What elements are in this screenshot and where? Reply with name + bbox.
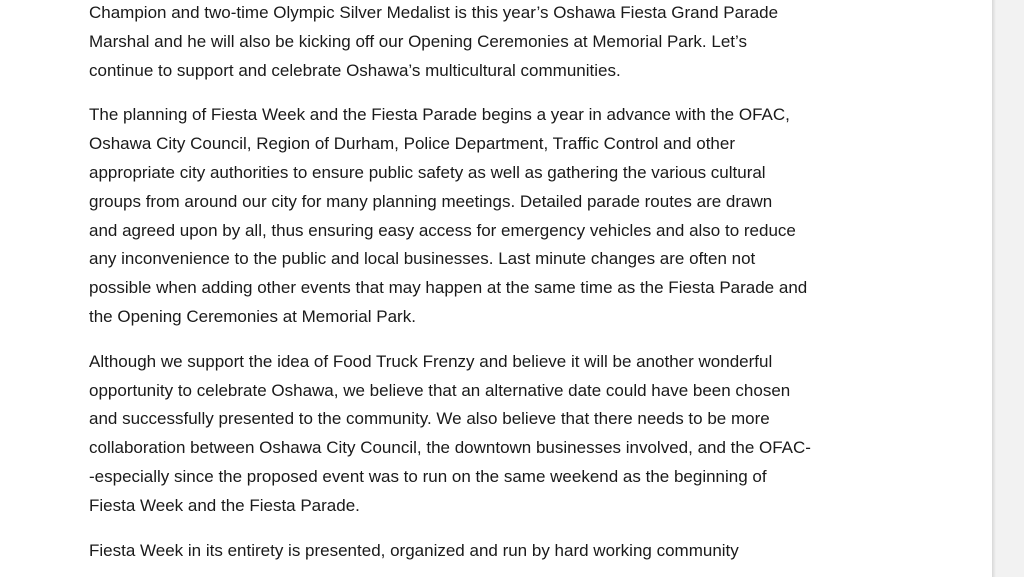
- paragraph-food-truck-frenzy: [89, 348, 899, 521]
- text-line: Fiesta Week in its entirety is presented, organized and run by hard working community: [89, 540, 739, 560]
- text-line: collaboration between Oshawa City Council, the downtown businesses involved, and the OFAC-: [89, 438, 811, 458]
- text-line: Fiesta Week and the Fiesta Parade.: [89, 495, 360, 515]
- text-line: possible when adding other events that may happen at the same time as the Fiesta Parade and: [89, 278, 808, 298]
- text-line: groups from around our city for many planning meetings. Detailed parade routes are drawn: [89, 191, 773, 211]
- page-edge-shadow: [992, 0, 996, 577]
- text-line: appropriate city authorities to ensure public safety as well as gathering the various cultural: [89, 162, 766, 182]
- text-line: Oshawa City Council, Region of Durham, Police Department, Traffic Control and other: [89, 134, 735, 154]
- paragraph-fiesta-week: [89, 537, 899, 566]
- text-line: and successfully presented to the community. We also believe that there needs to be more: [89, 409, 770, 429]
- text-line: the Opening Ceremonies at Memorial Park.: [89, 306, 416, 326]
- document-body: [89, 0, 899, 577]
- text-line: and agreed upon by all, thus ensuring easy access for emergency vehicles and also to reduce: [89, 220, 796, 240]
- paragraph-planning: [89, 101, 899, 331]
- text-line: any inconvenience to the public and local businesses. Last minute changes are often not: [89, 249, 756, 269]
- text-line: Marshal and he will also be kicking off our Opening Ceremonies at Memorial Park. Let’s: [89, 31, 747, 51]
- text-line: The planning of Fiesta Week and the Fiesta Parade begins a year in advance with the OFAC,: [89, 105, 790, 125]
- text-line: continue to support and celebrate Oshawa’s multicultural communities.: [89, 60, 621, 80]
- text-line: Although we support the idea of Food Truck Frenzy and believe it will be another wonderful: [89, 351, 773, 371]
- text-line: Champion and two-time Olympic Silver Medalist is this year’s Oshawa Fiesta Grand Parade: [89, 3, 779, 22]
- paragraph-parade-marshal: [89, 0, 899, 85]
- text-line: -especially since the proposed event was to run on the same weekend as the beginning of: [89, 466, 767, 486]
- text-line: opportunity to celebrate Oshawa, we believe that an alternative date could have been chosen: [89, 380, 791, 400]
